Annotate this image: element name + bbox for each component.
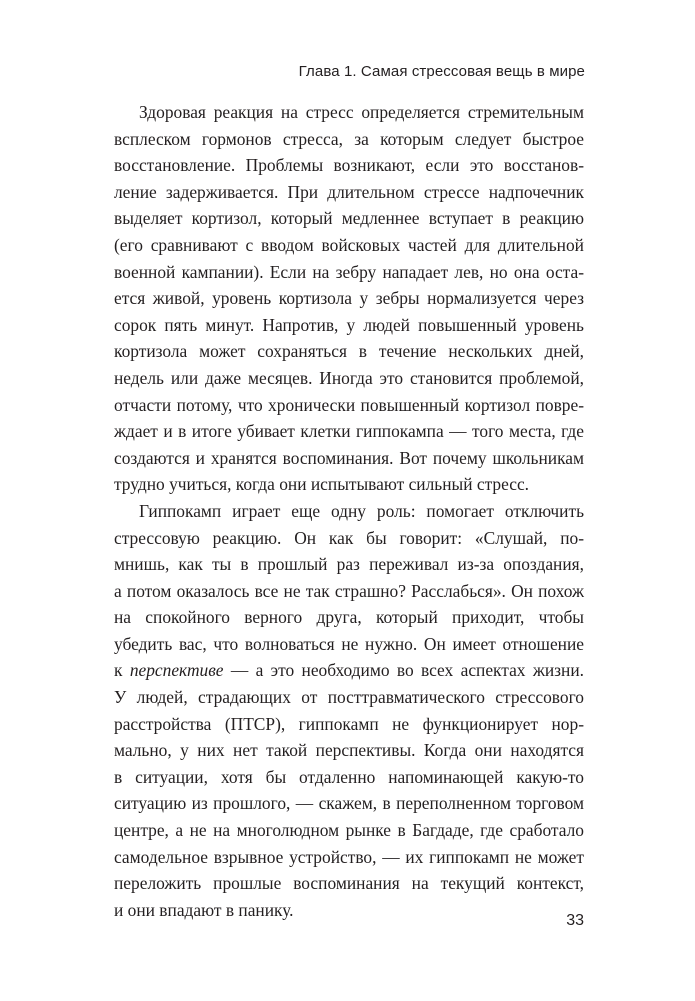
text-line: стрессовую реакцию. Он как бы говорит: «Слушай, по- bbox=[114, 527, 584, 548]
text-line: У людей, страдающих от посттравматического стрессового bbox=[114, 687, 584, 708]
text-line: (его сравнивают с вводом войсковых частей для длительной bbox=[114, 234, 584, 255]
emphasis-before: к bbox=[114, 660, 130, 681]
text-line: ется живой, уровень кортизола у зебры нормализуется через bbox=[114, 288, 584, 309]
text-line: мально, у них нет такой перспективы. Когда они находятся bbox=[114, 740, 584, 761]
text-line: и они впадают в панику. bbox=[114, 899, 294, 920]
text-line-emphasis bbox=[114, 657, 584, 684]
text-line: ление задерживается. При длительном стрессе надпочечник bbox=[114, 181, 584, 202]
text-line: а потом оказалось все не так страшно? Расслабься». Он похож bbox=[114, 580, 584, 601]
text-line: кортизола может сохраняться в течение нескольких дней, bbox=[114, 341, 584, 362]
text-line: Здоровая реакция на стресс определяется стремительным bbox=[139, 102, 584, 122]
text-line: военной кампании). Если на зебру нападает лев, но она оста- bbox=[114, 261, 584, 282]
text-line: на спокойного верного друга, который приходит, чтобы bbox=[114, 607, 584, 628]
paragraph-1 bbox=[114, 99, 584, 498]
text-line: ждает и в итоге убивает клетки гиппокампа — того места, где bbox=[114, 421, 584, 442]
text-line: убедить вас, что волноваться не нужно. Он имеет отношение bbox=[114, 633, 584, 654]
text-line: всплеском гормонов стресса, за которым следует быстрое bbox=[114, 128, 584, 149]
paragraph-2 bbox=[114, 498, 584, 924]
text-line: сорок пять минут. Напротив, у людей повышенный уровень bbox=[114, 314, 584, 335]
emphasis-after: — а это необходимо во всех аспектах жизни. bbox=[223, 660, 585, 681]
text-line: самодельное взрывное устройство, — их гиппокамп не может bbox=[114, 846, 584, 867]
body-text bbox=[114, 99, 584, 923]
text-line: отчасти потому, что хронически повышенный кортизол повре- bbox=[114, 394, 584, 415]
text-line: Гиппокамп играет еще одну роль: помогает отключить bbox=[139, 500, 584, 521]
text-line: создаются и хранятся воспоминания. Вот почему школьникам bbox=[114, 447, 584, 468]
text-line: центре, а не на многолюдном рынке в Багдаде, где сработало bbox=[114, 820, 584, 841]
text-line: в ситуации, хотя бы отдаленно напоминающей какую-то bbox=[114, 766, 584, 787]
text-line: недель или даже месяцев. Иногда это становится проблемой, bbox=[114, 367, 584, 388]
text-line: переложить прошлые воспоминания на текущий контекст, bbox=[114, 873, 584, 894]
text-line: ситуацию из прошлого, — скажем, в переполненном торговом bbox=[114, 793, 584, 814]
text-line: восстановление. Проблемы возникают, если это восстанов- bbox=[114, 155, 584, 176]
text-line: расстройства (ПТСР), гиппокамп не функционирует нор- bbox=[114, 713, 584, 734]
text-line: мнишь, как ты в прошлый раз переживал из-за опоздания, bbox=[114, 554, 584, 575]
text-line: выделяет кортизол, который медленнее вступает в реакцию bbox=[114, 208, 584, 229]
text-line: трудно учиться, когда они испытывают сильный стресс. bbox=[114, 474, 530, 495]
running-header: Глава 1. Самая стрессовая вещь в мире bbox=[298, 63, 585, 80]
page-number: 33 bbox=[566, 912, 584, 929]
emphasis-term: перспективе bbox=[129, 660, 224, 681]
